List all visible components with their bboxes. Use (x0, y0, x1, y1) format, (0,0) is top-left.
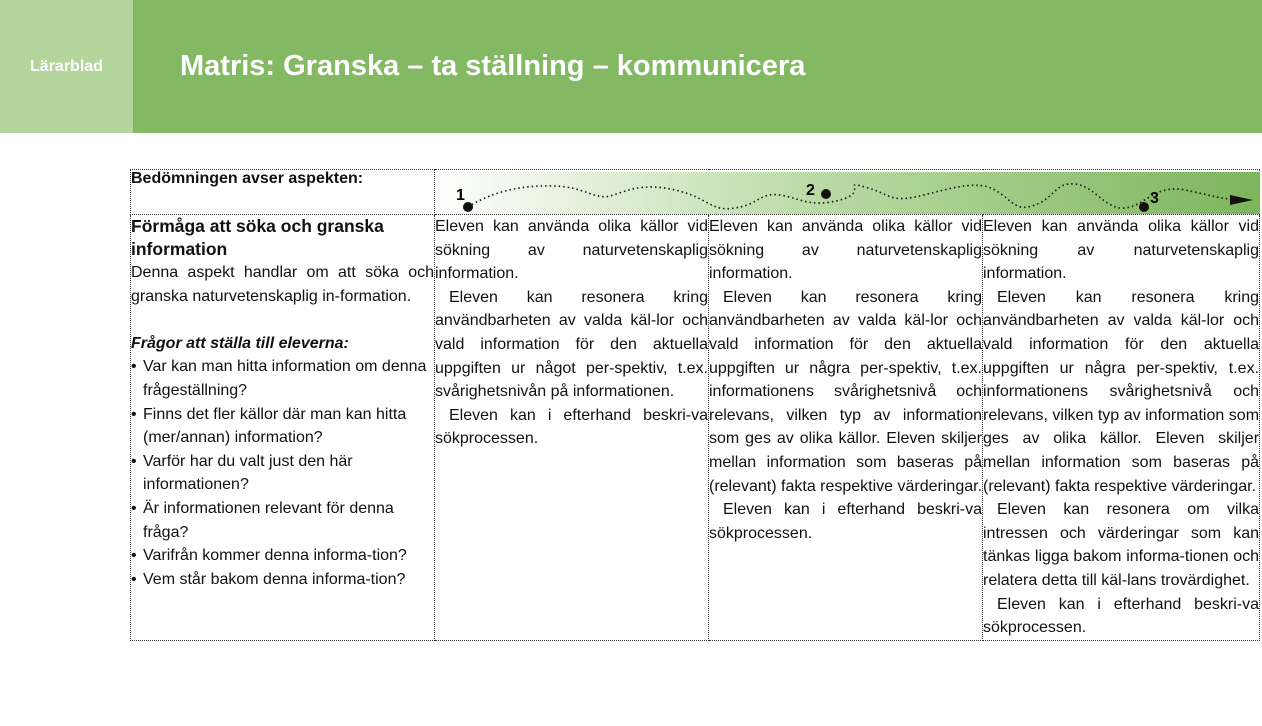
level-2-text-1: Eleven kan använda olika källor vid sökning av naturvetenskaplig information. (709, 218, 982, 283)
question-item: • Varifrån kommer denna informa-tion? (131, 544, 434, 568)
level-2-cell (709, 215, 983, 641)
question-item: • Finns det fler källor där man kan hitta (mer/annan) information? (131, 403, 434, 450)
question-item: • Vem står bakom denna informa-tion? (131, 568, 434, 592)
level-1-text-1: Eleven kan använda olika källor vid sökning av naturvetenskaplig information. (435, 218, 708, 283)
level-2-text-3: Eleven kan i efterhand beskri-va sökprocessen. (709, 501, 982, 542)
matrix-body-row (131, 215, 1260, 641)
assessment-matrix (130, 169, 1260, 641)
progression-arrow (435, 170, 1260, 215)
aspect-cell (131, 215, 435, 641)
level-2-label: 2 (806, 182, 815, 199)
questions-list (131, 355, 434, 591)
question-item: • Är informationen relevant för denna fråga? (131, 497, 434, 544)
bullet-icon: • (131, 452, 137, 470)
questions-heading: Frågor att ställa till eleverna: (131, 334, 349, 352)
page-header (0, 0, 1262, 133)
question-item: • Varför har du valt just den här informationen? (131, 450, 434, 497)
doc-type-tag: Lärarblad (0, 0, 133, 133)
gradient-band (435, 172, 1260, 214)
bullet-icon: • (131, 547, 137, 565)
bullet-icon: • (131, 405, 137, 423)
matrix-header-row (131, 170, 1260, 215)
bullet-icon: • (131, 358, 137, 376)
level-1-cell (435, 215, 709, 641)
question-item: • Var kan man hitta information om denna frågeställning? (131, 355, 434, 402)
bullet-icon: • (131, 570, 137, 588)
level-2-marker (821, 189, 831, 199)
level-3-marker (1139, 202, 1149, 212)
level-1-text-3: Eleven kan i efterhand beskri-va sökprocessen. (435, 406, 708, 448)
level-2-text-2: Eleven kan resonera kring användbarheten av valda käl-lor och vald information för den aktuella uppgiften ur några per-spektiv, t.ex. informationens svårighetsnivå och relevans, vilken typ av information som ges av olika källor. Eleven skiljer mellan information som baseras på (relevant) fakta respektive värderingar. (709, 288, 983, 495)
bullet-icon: • (131, 499, 137, 517)
aspect-label: Bedömningen avser aspekten: (131, 170, 435, 215)
page-title: Matris: Granska – ta ställning – kommunicera (180, 50, 806, 82)
progression-arrow-graphic (435, 170, 1260, 214)
level-3-cell (983, 215, 1260, 641)
level-3-text-3: Eleven kan resonera om vilka intressen och värderingar som kan tänkas ligga bakom informa-tionen och relatera detta till käl-lans trovärdighet. (983, 501, 1260, 589)
level-3-text-1: Eleven kan använda olika källor vid sökning av naturvetenskaplig information. (983, 218, 1260, 283)
level-3-text-4: Eleven kan i efterhand beskri-va sökprocessen. (983, 595, 1260, 637)
level-1-label: 1 (456, 187, 465, 204)
level-1-text-2: Eleven kan resonera kring användbarheten av valda käl-lor och vald information för den aktuella uppgiften ur något per-spektiv, t.ex. svårighetsnivån på informationen. (435, 288, 708, 401)
level-3-text-2: Eleven kan resonera kring användbarheten av valda käl-lor och vald information för den aktuella uppgiften ur några per-spektiv, t.ex. informationens svårighetsnivå och relevans, vilken typ av information som ges av olika källor. Eleven skiljer mellan information som baseras på (relevant) fakta respektive värderingar. (983, 288, 1260, 495)
aspect-title: Förmåga att söka och granska information (131, 216, 384, 259)
level-3-label: 3 (1150, 190, 1159, 207)
aspect-description: Denna aspekt handlar om att söka och granska naturvetenskaplig in-formation. (131, 264, 434, 305)
